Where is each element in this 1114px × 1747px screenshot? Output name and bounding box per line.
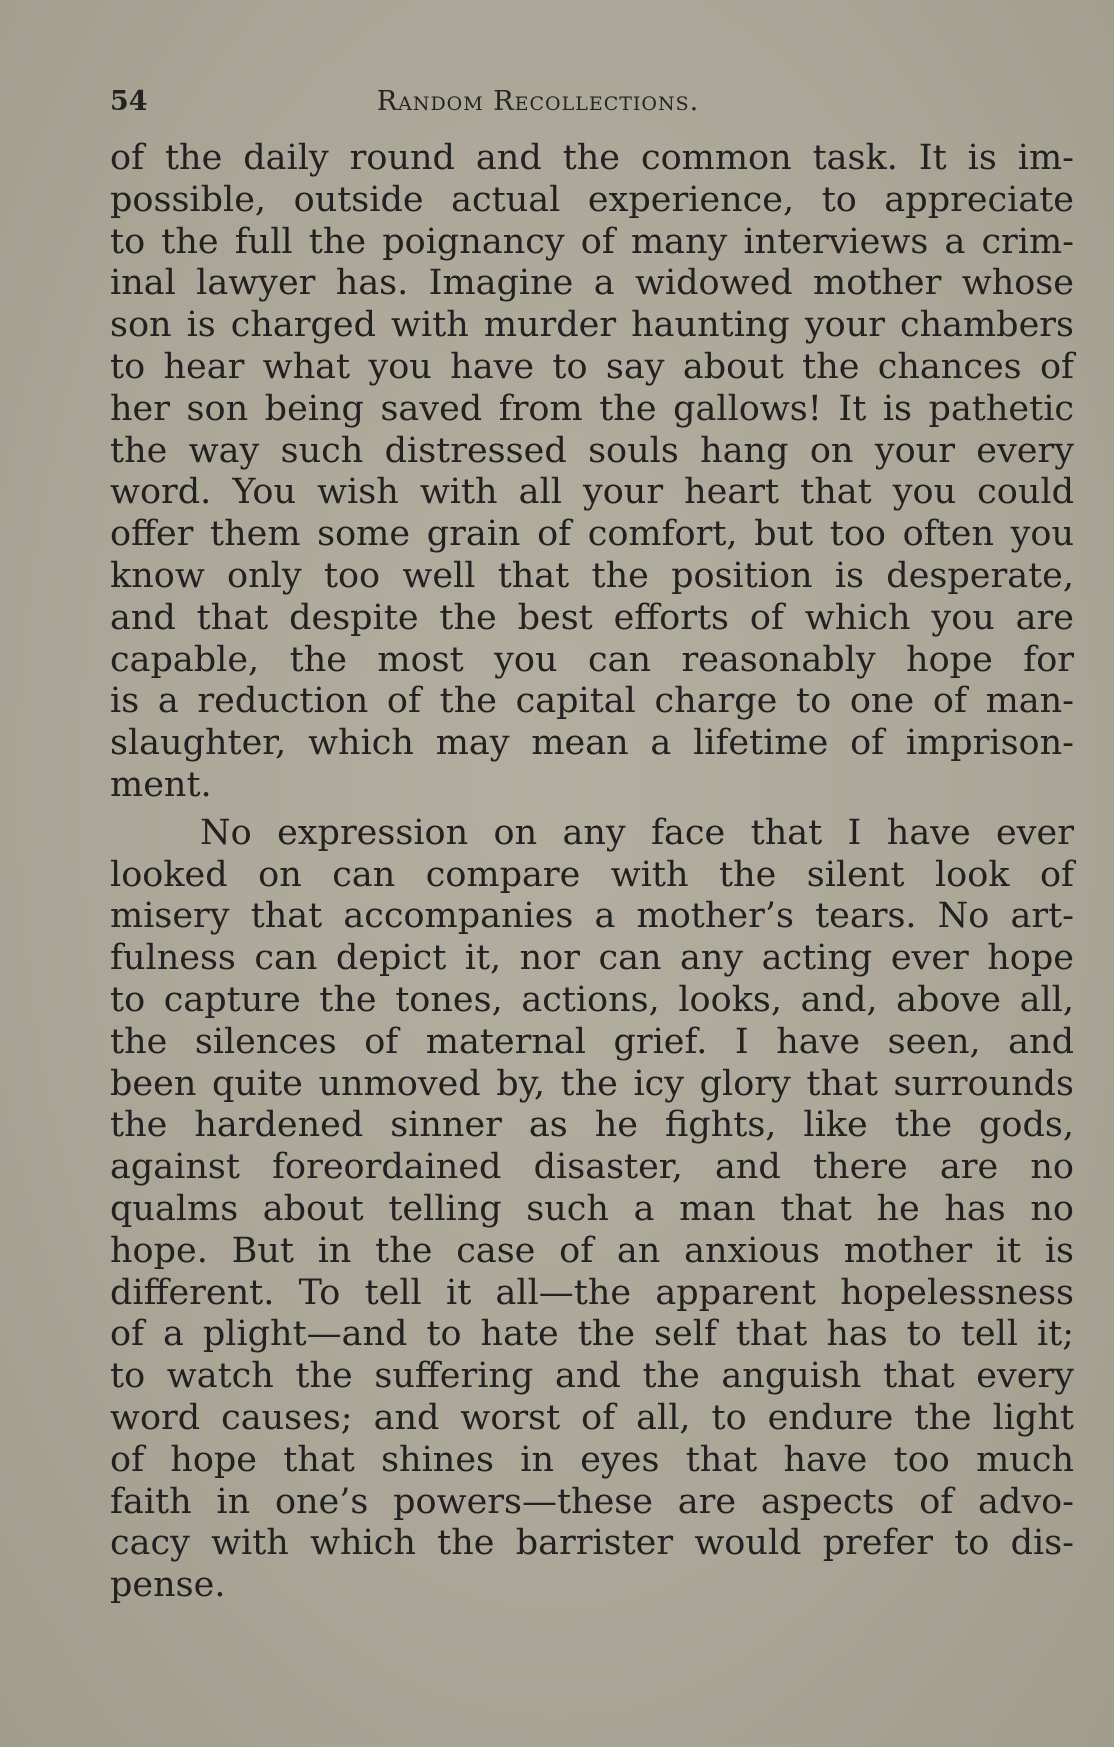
text-line: of the daily round and the common task. It is im- [110, 138, 1074, 178]
text-line: son is charged with murder haunting your chambers [110, 305, 1074, 346]
text-line: to the full the poignancy of many interviews a crim- [110, 221, 1074, 262]
text-line: capable, the most you can reasonably hope for [110, 639, 1074, 680]
paragraph-2 [110, 813, 1074, 1607]
page-number: 54 [110, 86, 148, 117]
text-line: is a reduction of the capital charge to one of man- [110, 681, 1074, 722]
text-line: faith in one’s powers—these are aspects of advo- [110, 1481, 1074, 1522]
text-line: No expression on any face that I have ever [200, 812, 1074, 853]
text-line: cacy with which the barrister would prefer to dis- [110, 1523, 1074, 1564]
text-line: against foreordained disaster, and there are no [110, 1147, 1074, 1188]
running-title: Random Recollections. [376, 86, 700, 117]
text-line: to watch the suffering and the anguish that every [110, 1356, 1074, 1397]
text-line: ment. [110, 764, 212, 805]
text-line: to hear what you have to say about the chances of [110, 346, 1074, 387]
text-line: different. To tell it all—the apparent hopelessness [110, 1272, 1074, 1313]
text-line: qualms about telling such a man that he has no [110, 1188, 1074, 1229]
text-line: to capture the tones, actions, looks, and, above all, [110, 979, 1074, 1020]
text-line: her son being saved from the gallows! It is pathetic [110, 388, 1074, 429]
text-line: word. You wish with all your heart that you could [110, 472, 1074, 513]
text-line: word causes; and worst of all, to endure the light [110, 1397, 1074, 1438]
text-line: misery that accompanies a mother’s tears. No art- [110, 896, 1074, 937]
text-line: slaughter, which may mean a lifetime of imprison- [110, 723, 1074, 764]
text-line: the hardened sinner as he fights, like the gods, [110, 1105, 1074, 1146]
text-line: and that despite the best efforts of which you are [110, 597, 1074, 638]
text-line: fulness can depict it, nor can any acting ever hope [110, 938, 1074, 979]
text-line: know only too well that the position is desperate, [110, 555, 1074, 596]
text-line: looked on can compare with the silent look of [110, 854, 1074, 895]
text-line: the way such distressed souls hang on your every [110, 430, 1074, 471]
text-line: of hope that shines in eyes that have too much [110, 1439, 1074, 1480]
text-line: of a plight—and to hate the self that has to tell it; [110, 1314, 1074, 1355]
text-line: pense. [110, 1565, 226, 1606]
text-line: possible, outside actual experience, to appreciate [110, 179, 1074, 220]
text-line: offer them some grain of comfort, but too often you [110, 514, 1074, 555]
running-head [110, 86, 966, 126]
text-line: been quite unmoved by, the icy glory that surrounds [110, 1063, 1074, 1104]
body-text [110, 138, 1074, 1607]
text-line: the silences of maternal grief. I have seen, and [110, 1021, 1074, 1062]
paragraph-1 [110, 138, 1074, 807]
text-line: inal lawyer has. Imagine a widowed mother whose [110, 263, 1074, 304]
text-line: hope. But in the case of an anxious mother it is [110, 1230, 1074, 1271]
